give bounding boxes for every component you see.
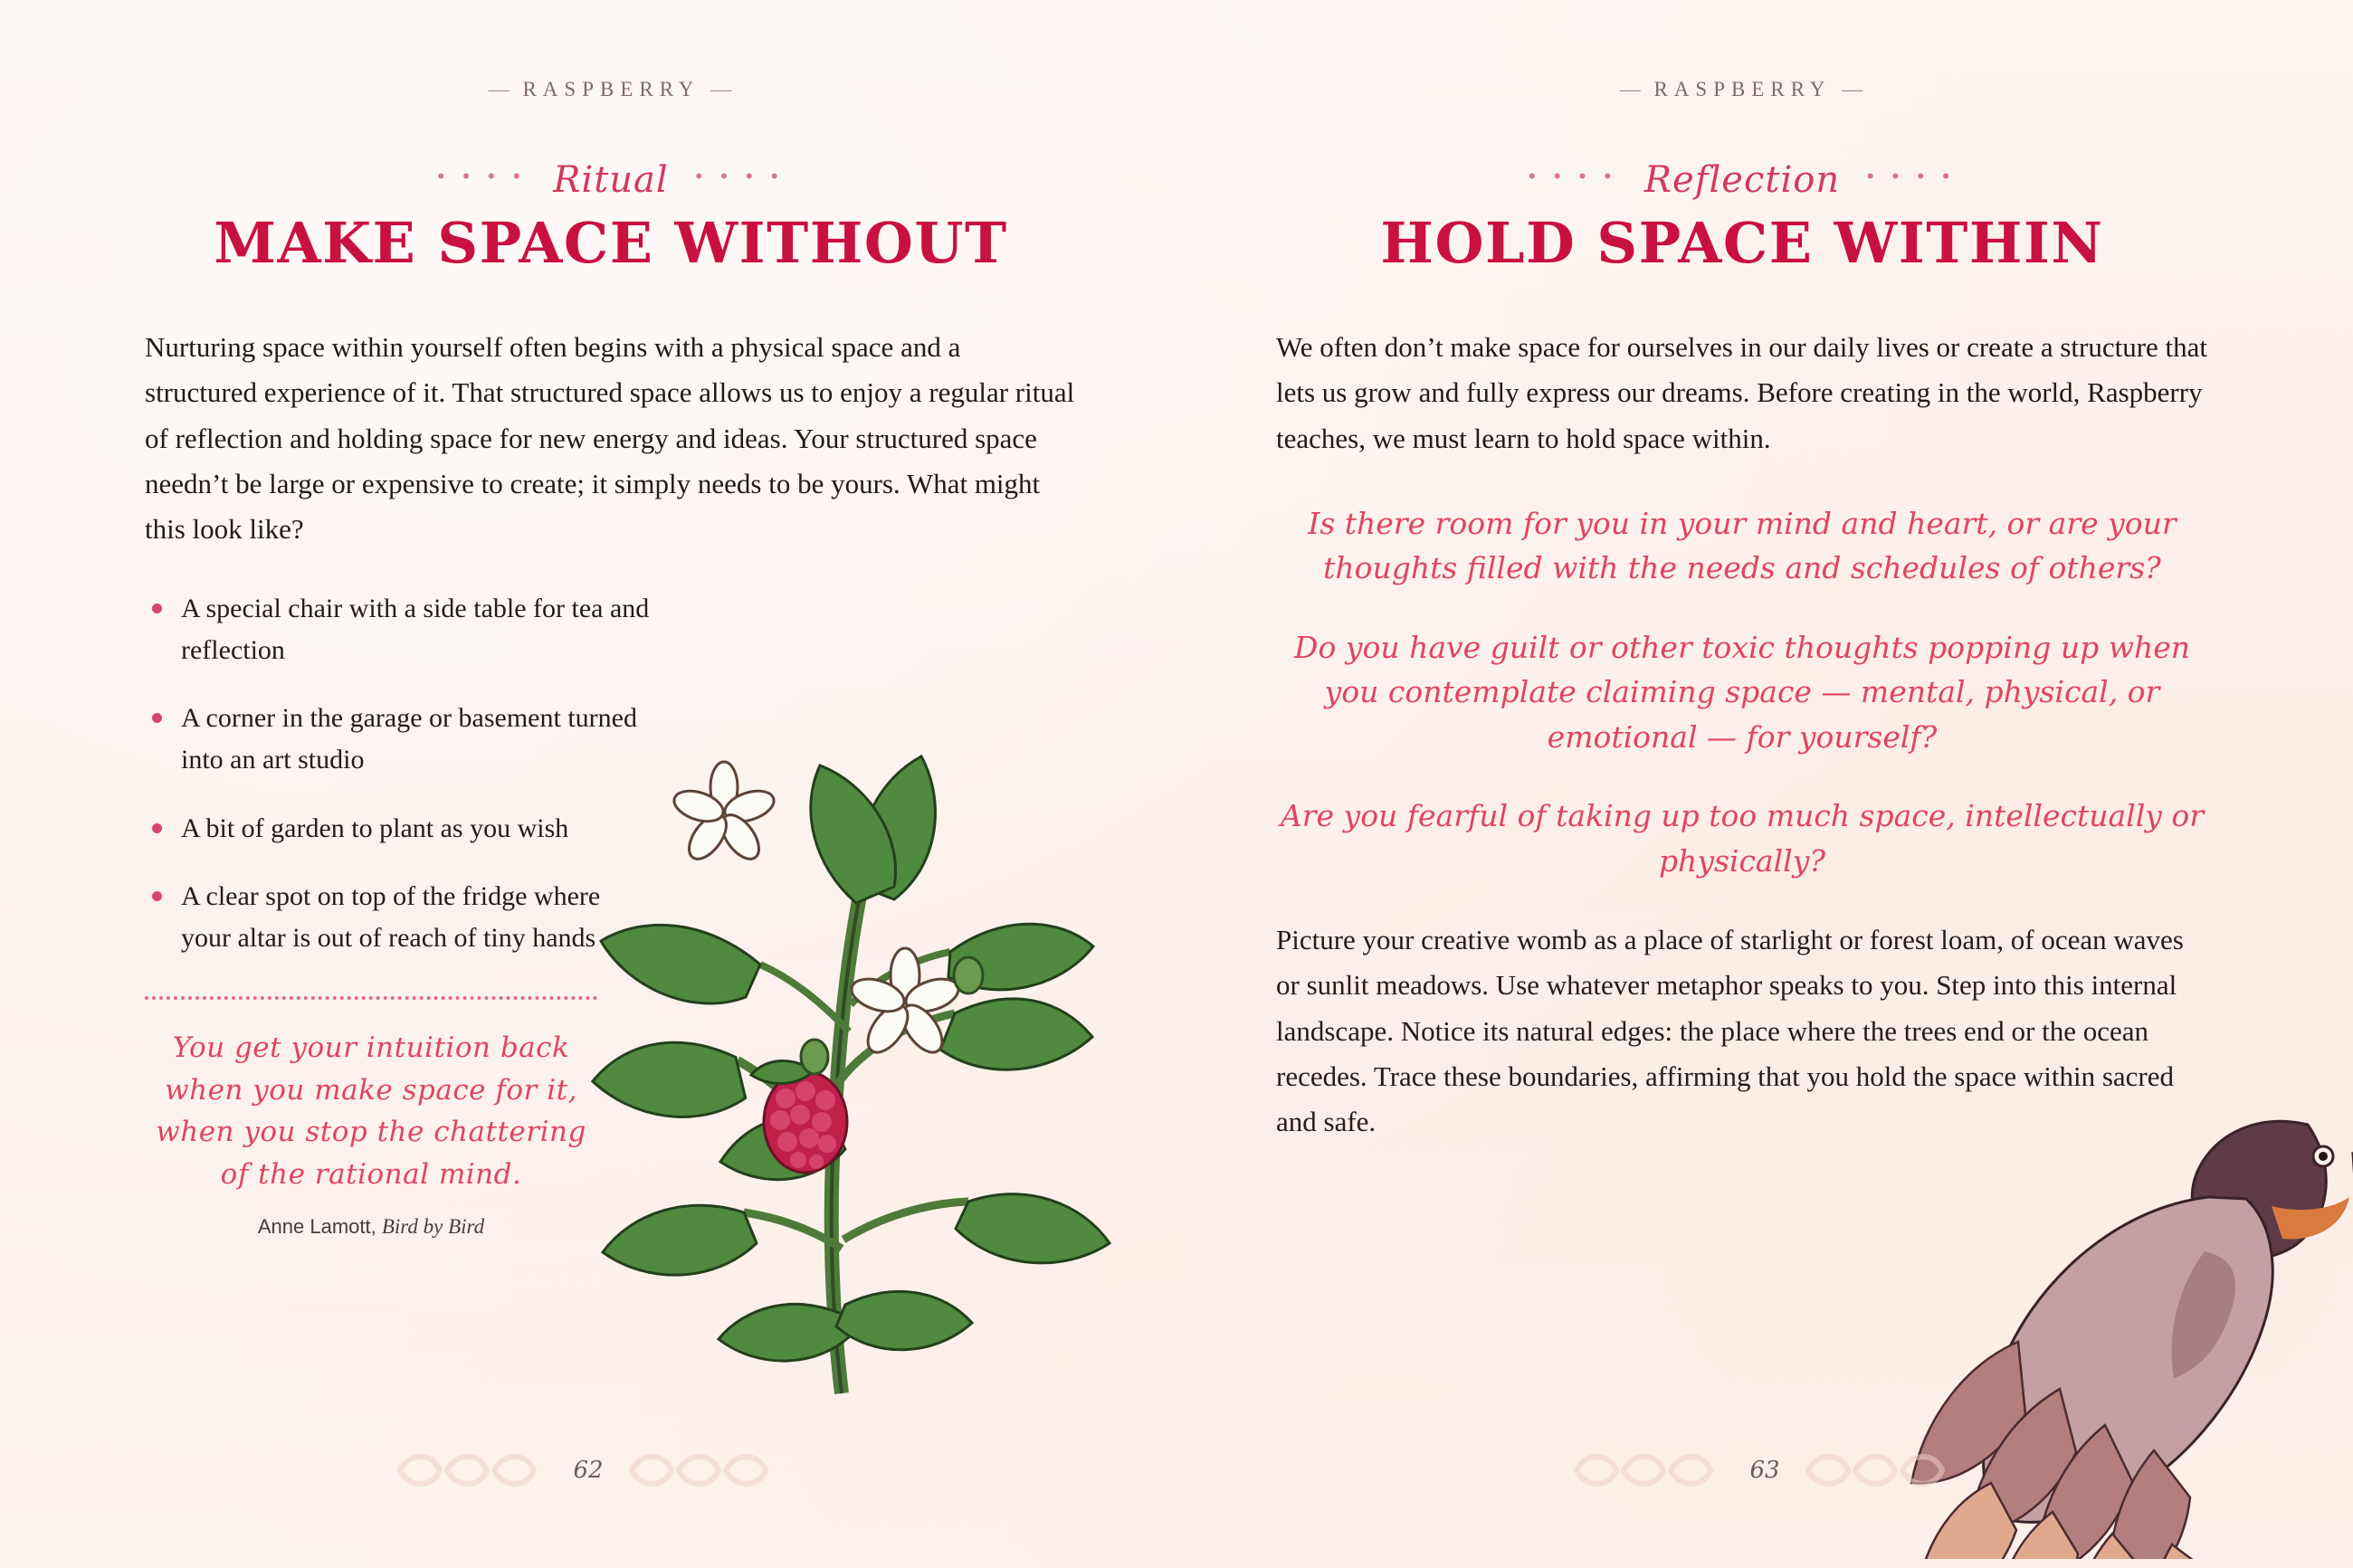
list-item: A special chair with a side table for tea and reflection [145, 588, 652, 670]
left-page [0, 0, 1176, 1568]
running-head-left [145, 78, 1077, 101]
folio-right [1176, 1443, 2353, 1497]
page-number-right: 63 [1749, 1457, 1780, 1484]
reflection-question: Are you fearful of taking up too much space, intellectually or physically? [1280, 798, 2205, 879]
kicker-label-left: Ritual [553, 159, 669, 201]
running-head-dash-left: — [488, 78, 511, 100]
pull-quote-text: You get your intuition back when you make space for it, when you stop the chattering of the rational mind. [156, 1031, 586, 1191]
folio-ornament-right [1567, 1443, 1730, 1497]
running-head-dash-right-2: — [1842, 78, 1865, 100]
kicker-label-right: Reflection [1643, 159, 1841, 201]
running-head-dash-left-2: — [710, 78, 734, 100]
quote-author-name: Anne Lamott, [257, 1215, 382, 1239]
kicker-dots-left-2: • • • • [695, 165, 785, 187]
reflection-question: Do you have guilt or other toxic thoughts popping up when you contemplate claiming space — mental, physical, or emotional — for yourself? [1294, 629, 2190, 755]
right-closing-text: Picture your creative womb as a place of starlight or forest loam, of ocean waves or sunlit meadows. Use whatever metaphor speaks to you. Step into this internal landscape. Notice its natural edges: the place where the trees end or the ocean recedes. Trace these boundaries, affirming that you hold the space within sacred and safe. [1276, 924, 2184, 1138]
page-title-left: MAKE SPACE WITHOUT [214, 210, 1008, 276]
list-item: A bit of garden to plant as you wish [145, 808, 652, 850]
right-closing-paragraph [1276, 917, 2208, 1145]
right-intro-text: We often don’t make space for ourselves in our daily lives or create a structure that lets us grow and fully express our dreams. Before creating in the world, Raspberry teaches, we must learn to hold space within. [1276, 331, 2208, 454]
pull-quote-attribution [145, 1215, 597, 1239]
list-item: A clear spot on top of the fridge where your altar is out of reach of tiny hands [145, 876, 652, 958]
kicker-dots-right-2: • • • • [1866, 165, 1956, 187]
running-head-text-right: RASPBERRY [1653, 78, 1831, 100]
page-title-right: HOLD SPACE WITHIN [1380, 210, 2104, 276]
running-head-right [1276, 78, 2208, 101]
running-head-dash-right: — [1619, 78, 1643, 100]
reflection-question: Is there room for you in your mind and heart, or are your thoughts filled with the needs and schedules of others? [1308, 505, 2177, 586]
folio-left [0, 1443, 1176, 1497]
pull-quote-block [145, 996, 615, 1239]
raspberry-fruit [751, 1061, 847, 1173]
right-intro-paragraph [1276, 325, 2208, 461]
folio-ornament-right-2 [1799, 1443, 1962, 1497]
quote-source-title: Bird by Bird [381, 1215, 485, 1239]
dotted-divider [145, 996, 597, 1000]
right-page [1176, 0, 2353, 1568]
kicker-dots-left: • • • • [437, 165, 527, 187]
kicker-ritual [145, 159, 1077, 201]
kicker-reflection [1276, 159, 2208, 201]
page-number-left: 62 [573, 1457, 604, 1484]
reflection-questions [1276, 501, 2208, 884]
running-head-text-left: RASPBERRY [522, 78, 700, 100]
left-intro-text: Nurturing space within yourself often begins with a physical space and a structured experience of it. That structured space allows us to enjoy a regular ritual of reflection and holding space for new energy and ideas. Your structured space needn’t be large or expensive to create; it simply needs to be yours. What might this look like? [145, 331, 1075, 545]
left-intro-paragraph [145, 325, 1077, 552]
kicker-dots-right: • • • • [1529, 165, 1618, 187]
folio-ornament-left-2 [623, 1443, 786, 1497]
ritual-ideas-list [145, 588, 652, 958]
list-item: A corner in the garage or basement turned into an art studio [145, 698, 652, 780]
folio-ornament-left [391, 1443, 554, 1497]
